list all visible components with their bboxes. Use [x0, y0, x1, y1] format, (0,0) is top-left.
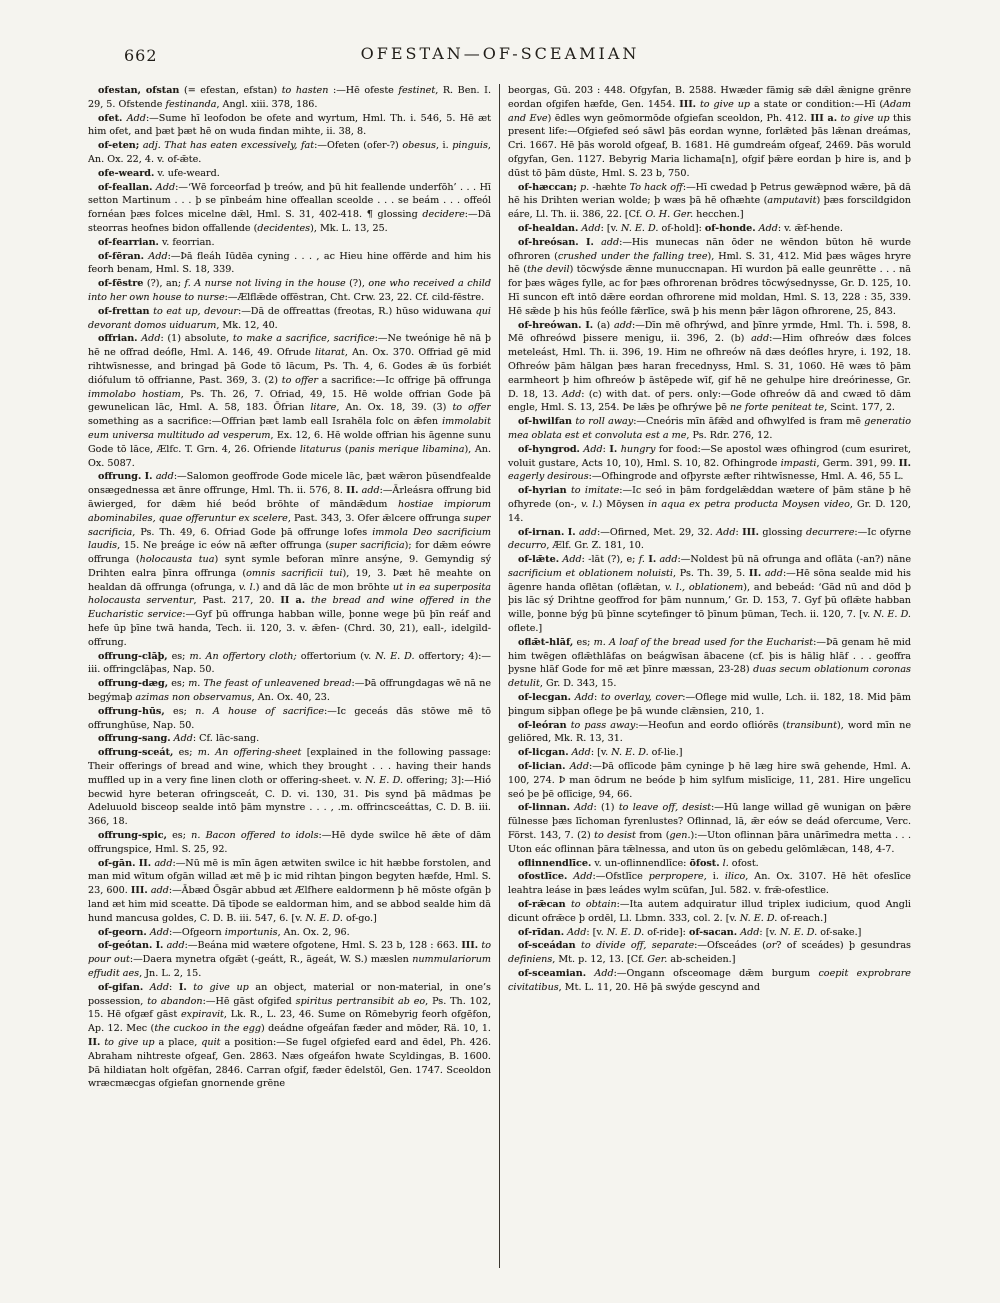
- right-column: [508, 84, 911, 1270]
- dictionary-entry: of-georn. Add:—Ofgeorn importunis, An. Ox. 2, 96.: [98, 926, 350, 938]
- dictionary-entry: offrung-clāþ, es; m. An offertory cloth; offertorium (v. N. E. D. offertory; 4):—iii. offringclāþas, Nap. 50.: [88, 650, 491, 676]
- dictionary-entry: of-licgan. Add: [v. N. E. D. of-lie.]: [518, 747, 683, 759]
- dictionary-entry: offrung-spic, es; n. Bacon offered to idols:—Hē dyde swilce hē ǣte of dām offrungspice, Hml. S. 25, 92.: [88, 830, 491, 855]
- dictionary-entry: of-rǣcan to obtain:—Ita autem adquiratur illud triplex iudicium, quod Angli dicunt ofrǣce þ ordēl, Ll. Lbmn. 333, col. 2. [v. N. E. D. of-reach.]: [508, 899, 911, 924]
- dictionary-entry: of-lician. Add:—Þā oflīcode þām cyninge þ hē læg hire swā gehende, Hml. A. 100, 274. Þ man ōdrum ne beóde þ him sylfum mislīcige, 11, 281. Hire ungelīcu seó þe þē oflīcige, 94, 66.: [508, 761, 911, 800]
- dictionary-entry: of-lecgan. Add: to overlay, cover:—Oflege mid wulle, Lch. ii. 182, 18. Mid þām þingum siþþan oflege þe þā wunde clǣnsien, 210, 1.: [508, 692, 911, 717]
- left-column: [88, 84, 491, 1270]
- dictionary-entry: ofet. Add:—Sume hī leofodon be ofete and wyrtum, Hml. Th. i. 546, 5. Hē æt him ofet, and þæt þæt hē on wuda findan mihte, ii. 38, 8.: [88, 112, 491, 138]
- running-head: [0, 44, 1000, 70]
- dictionary-entry: of-linnan. Add: (1) to leave off, desist:—Hū lange willad gē wunigan on þǣre fūlnesse þæs līchoman fyrenlustes? Oflinnad, lā, ǣr eów se deád ofercume, Verc. Först. 143, 7. (2) to desist from (gen.):—Uton oflinnan þāra unārīmedra metta . . . Uton eác oflinnan þāra tǣlnessa, and uton ūs on gebedu gelōmlǣcan, 148, 4-7.: [508, 802, 911, 855]
- dictionary-entry: of-fēstre (?), an; f. A nurse not living in the house (?), one who received a child into her own house to nurse:—Ælflǣde offēstran, Cht. Crw. 23, 22. Cf. cild-fēstre.: [88, 278, 491, 303]
- dictionary-entry: offrung-sceát, es; m. An offering-sheet [explained in the following passage: Their offerings of bread and wine, which they brought . . . having their hands muffled up in a very fine linen cloth or offering-sheet. v. N. E. D. offering; 3]:—Hió becwid hyre beteran ofringsceát, C. D. vi. 130, 31. Þis synd þā mādmas þe Adeluuold bisceop sealde intō þām mynstre . . . , .m. offrincsceáttas, C. D. B. iii. 366, 18.: [88, 747, 491, 828]
- dictionary-entry: of-sceádan to divide off, separate:—Ofsceádes (or? of sceádes) þ gesundras definiens, Mt. p. 12, 13. [Cf. Ger. ab-scheiden.]: [508, 940, 911, 966]
- dictionary-entry: offrung-dæg, es; m. The feast of unleavened bread:—Þā offrungdagas wē nā ne begýmaþ azimas non observamus, An. Ox. 40, 23.: [88, 678, 491, 704]
- dictionary-entry: of-rīdan. Add: [v. N. E. D. of-ride]: of-sacan. Add: [v. N. E. D. of-sake.]: [518, 926, 862, 938]
- dictionary-entry: of-hyngrod. Add: I. hungry for food:—Se apostol wæs ofhingrod (cum esuriret, voluit gustare, Acts 10, 10), Hml. S. 10, 82. Ofhingrode impasti, Germ. 391, 99. II. eagerly desirous:—Ofhingrode and ofþyrste æfter rihtwīsnesse, Hml. A. 46, 55 L.: [508, 443, 911, 483]
- dictionary-entry: ofe-weard. v. ufe-weard.: [98, 167, 220, 179]
- dictionary-entry: of-gifan. Add: I. to give up an object, material or non-material, in one’s possession, to abandon:—Hē gāst ofgifed spiritus pertransibit ab eo, Ps. Th. 102, 15. Hē ofgæf gāst expiravit, Lk. R., L. 23, 46. Sume on Rōmebyrig feorh ofgēfon, Ap. 12. Mec (the cuckoo in the egg) deádne ofgeáfan fæder and mōder, Rä. 10, 1. II. to give up a place, quit a position:—Se fugel ofgiefed eard and ēdel, Ph. 426. Abraham nihtreste ofgeaf, Gen. 2863. Næs ofgeáfon hwate Scyldingas, B. 1600. Þā hildiatan holt ofgēfan, 2846. Carran ofgif, fæder ēdelstōl, Gen. 1747. Sceoldon wræcmæcgas ofgiefan gnornende grēne: [88, 981, 491, 1090]
- dictionary-entry: of-gān. II. add:—Nū mē is mīn āgen ætwiten swilce ic hit hæbbe forstolen, and man mid wītum ofgān willad æt mē þ ic mid rihtan þingon begyten hæfde, Hml. S. 23, 600. III. add:—Ābæd Ōsgār abbud æt Ælfhere ealdormenn þ hē mōste ofgān þ land æt him mid sceatte. Dā tīþode se ealdorman him, and se abbod sealde him dā hund mancusa goldes, C. D. B. iii. 547, 6. [v. N. E. D. of-go.]: [88, 857, 491, 924]
- dictionary-entry: offrung-sang. Add: Cf. lāc-sang.: [98, 733, 260, 745]
- dictionary-entry: beorgas, Gū. 203 : 448. Ofgyfan, B. 2588. Hwæder fāmig sǣ dǣl ǣnigne grēnre eordan ofgifen hæfde, Gen. 1454. III. to give up a state or condition:—Hī (Adam and Eve) ēdles wyn geōmormōde ofgiefan sceoldon, Ph. 412. III a. to give up this present life:—Ofgiefed seó sāwl þās eordan wynne, forlǣted þās lǣnan dreámas, Cri. 1667. Hē þās worold ofgeaf, B. 1681. Hē gumdreám ofgeaf, 2469. Þās woruld ofgyfan, Gen. 1127. Bebyrig Maria lichama[n], ofgif þǣre eordan þ hire is, and þ dūst tō þām dūste, Hml. S. 23 b, 750.: [508, 85, 911, 179]
- dictionary-entry: oflinnendlīce. v. un-oflinnendlīce: ōfost. l. ofost.: [518, 857, 759, 869]
- dictionary-entry: of-geótan. I. add:—Beána mid wætere ofgotene, Hml. S. 23 b, 128 : 663. III. to pour out:—Daera mynetra ofgǣt (-geátt, R., āgeát, W. S.) mæslen nummulariorum effudit aes, Jn. L. 2, 15.: [88, 940, 491, 979]
- dictionary-entry: offrung. I. add:—Salomon geoffrode Gode micele lāc, þæt wǣron þūsendfealde onsægednessa æt ānre offrunge, Hml. Th. ii. 576, 8. II. add:—Ārleásra offrung bid āwierged, for dǣm hié beód brōhte of māndǣdum hostiae impiorum abominabiles, quae offeruntur ex scelere, Past. 343, 3. Ofer ǣlcere offrunga super sacrificia, Ps. Th. 49, 6. Ofriad Gode þā offrunge lofes immola Deo sacrificium laudis, 15. Ne þreáge ic eów nā æfter offrunga (super sacrificia); for dǣm eówre offrunga (holocausta tua) synt symle beforan mīnre ansýne, 9. Gemyndig sý Drihten ealra þīnra offrunga (omnis sacrificii tui), 19, 3. Þæt hē meahte on healdan dā offrunga (ofrunga, v. l.) and dā lāc de mon brōhte ut in ea superposita holocausta serventur, Past. 217, 20. II a. the bread and wine offered in the Eucharistic service:—Gyf þū offrunga habban wille, þonne wege þū þīn reáf and hefe ūp þīne twā handa, Tech. ii. 120, 3. v. ǣfen- (Chrd. 30, 21), eall-, idelgild-offrung.: [88, 471, 491, 648]
- dictionary-entry: of-fearrian. v. feorrian.: [98, 236, 215, 248]
- dictionary-entry: oflǣt-hlāf, es; m. A loaf of the bread used for the Eucharist:—Þā genam hē mid him twēgen oflǣthlāfas on beágwīsan ābacene (cf. þis is hālig hlāf . . . geoffra þysne hlāf Gode for mē æt þīnre mæssan, 23-28) duas secum oblationum coronas detulit, Gr. D. 343, 15.: [508, 636, 911, 690]
- dictionary-entry: ofestan, ofstan (= efestan, efstan) to hasten :—Hē ofeste festinet, R. Ben. I. 29, 5. Ofstende festinanda, Angl. xiii. 378, 186.: [88, 85, 491, 110]
- dictionary-entry: of-hreówan. I. (a) add:—Dīn mē ofhrýwd, and þīnre yrmde, Hml. Th. i. 598, 8. Mē ofhreówd þissere menigu, ii. 396, 2. (b) add:—Him ofhreów dæs folces meteleást, Hml. Th. ii. 396, 19. Him ne ofhreów nā dæs deófles hryre, i. 192, 18. Ofhreów þām hālgan þæs haran frecednyss, Hml. S. 31, 1060. Hē wæs tō þām earmheort þ him ofhreów þ āstēpede wīf, gif hē ne gehulpe hire dreórinesse, Gr. D. 18, 13. Add: (c) with dat. of pers. only:—Gode ofhreów dā and cwæd tō dām engle, Hml. S. 13, 254. Þe lǣs þe ofhrýwe þē ne forte peniteat te, Scint. 177, 2.: [508, 319, 911, 414]
- dictionary-entry: of-hreósan. I. add:—His munecas nān ōder ne wēndon būton hē wurde ofhroren (crushed under the falling tree), Hml. S. 31, 412. Mid þæs wāges hryre hē (the devil) tōcwýsde ǣnne munuccnapan. Hī wurdon þā ealle geunrētte . . . nā for þæs wāges fylle, ac for þæs ofhrorenan brōdres tōcwýsednysse, Gr. D. 125, 10. Hī suncon eft intō dǣre eordan ofhrorene mid moldan, Hml. S. 13, 228 : 35, 339. Hē sǣde þ his hūs feólle fǣrlīce, swā þ his menn þǣr lāgon ofhrorene, 25, 843.: [508, 236, 911, 317]
- dictionary-entry: of-hæccan; p. -hæhte To hack off:—Hī cwedad þ Petrus gewǣpnod wǣre, þā dā hē his Drihten werian wolde; þ wæs þā hē ofhæhte (amputavit) þæs forscildgidon eáre, Ll. Th. ii. 386, 22. [Cf. O. H. Ger. hecchen.]: [508, 181, 911, 221]
- dictionary-entry: offrian. Add: (1) absolute, to make a sacrifice, sacrifice:—Ne tweónige hē nā þ hē ne offrad deófle, Hml. A. 146, 49. Ofrude litarat, An. Ox. 370. Offriad gē mid rihtwīsnesse, and bringad þā Gode tō lācum, Ps. Th. 4, 6. Godes ǣ ūs forbiét diófulum tō offrianne, Past. 369, 3. (2) to offer a sacrifice:—Ic offrige þā offrunga immolabo hostiam, Ps. Th. 26, 7. Ofriad, 49, 15. Hē wolde offrian Gode þā gewunelican lāc, Hml. A. 58, 183. Ōfrian litare, An. Ox. 18, 39. (3) to offer something as a sacrifice:—Offrian þæt lamb eall Israhēla folc on ǣfen immolabit eum universa multitudo ad vesperum, Ex. 12, 6. Hē wolde offrian his āgenne sunu Gode tō lāce, Ælfc. T. Grn. 4, 26. Ofriende litaturus (panis merique libamina), An. Ox. 5087.: [88, 333, 491, 469]
- dictionary-entry: of-frettan to eat up, devour:—Dā de offreattas (freotas, R.) hūso widuwana qui devorant domos uiduarum, Mk. 12, 40.: [88, 305, 491, 331]
- dictionary-entry: of-hwilfan to roll away:—Cneóris mīn āfǣd and ofhwylfed is fram mē generatio mea oblata est et convoluta est a me, Ps. Rdr. 276, 12.: [508, 416, 911, 441]
- dictionary-entry: of-sceamian. Add:—Ongann ofsceomage dǣm burgum coepit exprobrare civitatibus, Mt. L. 11, 20. Hē þā swýde gescynd and: [508, 968, 911, 993]
- dictionary-entry: of-healdan. Add: [v. N. E. D. of-hold]: of-honde. Add: v. ǣf-hende.: [518, 222, 843, 234]
- dictionary-entry: of-fēran. Add:—Þā fleáh Iūdēa cyning . . . , ac Hieu hine offērde and him his feorh benam, Hml. S. 18, 339.: [88, 250, 491, 276]
- dictionary-entry: ofostlīce. Add:—Ofstlīce perpropere, i. ilico, An. Ox. 3107. Hē hēt ofeslīce leahtra leáse in þæs leádes wylm scūfan, Jul. 582. v. frǣ-ofestlice.: [508, 871, 911, 897]
- page-number: 662: [124, 46, 158, 65]
- column-divider: [499, 84, 500, 1268]
- dictionary-entry: of-irnan. I. add:—Ofirned, Met. 29, 32. Add: III. glossing decurrere:—Ic ofyrne decurro, Ælf. Gr. Z. 181, 10.: [508, 526, 911, 552]
- dictionary-entry: of-feallan. Add:—‘Wē forceorfad þ treów, and þū hit feallende underfōh’ . . . Hī setton Martinum . . . þ se pīnbeám hine offeallan sceolde . . . se beám . . . offeól fornéan þæs folces micelne dǣl, Hml. S. 31, 402-418. ¶ glossing decidere:—Dā steorras heofnes bidon offallende (decidentes), Mk. L. 13, 25.: [88, 181, 491, 234]
- dictionary-entry: of-lǣte. Add: -lāt (?), e; f. I. add:—Noldest þū nā ofrunga and oflāta (-an?) nāne sacrificium et oblationem noluisti, Ps. Th. 39, 5. II. add:—Hē sōna sealde mid his āgenre handa oflētan (oflǣtan, v. l., oblationem), and bebeád: ‘Gād nū and dōd þ þis lāc sý Drihtne geoffrod for þām nunnum,’ Gr. D. 153, 7. Gyf þū oflǣte habban wille, þonne býg þū þīnne scytefinger tō þīnum þūman, Tech. ii. 120, 7. [v. N. E. D. oflete.]: [508, 554, 911, 635]
- dictionary-entry: offrung-hūs, es; n. A house of sacrifice:—Ic geceás dās stōwe mē tō offrunghūse, Nap. 50.: [88, 705, 491, 731]
- text-area: [88, 84, 912, 1274]
- dictionary-entry: of-leóran to pass away:—Heofun and eordo ofliórēs (transibunt), word mīn ne geliōred, Mk. R. 13, 31.: [508, 719, 911, 745]
- dictionary-entry: of-eten; adj. That has eaten excessively, fat:—Ofeten (ofer-?) obesus, i. pinguis, An. Ox. 22, 4. v. of-ǣte.: [88, 140, 491, 165]
- page-header-title: OFESTAN—OF-SCEAMIAN: [360, 44, 640, 63]
- dictionary-entry: of-hyrian to imitate:—Ic seó in þām fordgelǣddan wætere of þām stāne þ hē ofhyrede (on-, v. l.) Mōysen in aqua ex petra producta Moysen video, Gr. D. 120, 14.: [508, 485, 911, 524]
